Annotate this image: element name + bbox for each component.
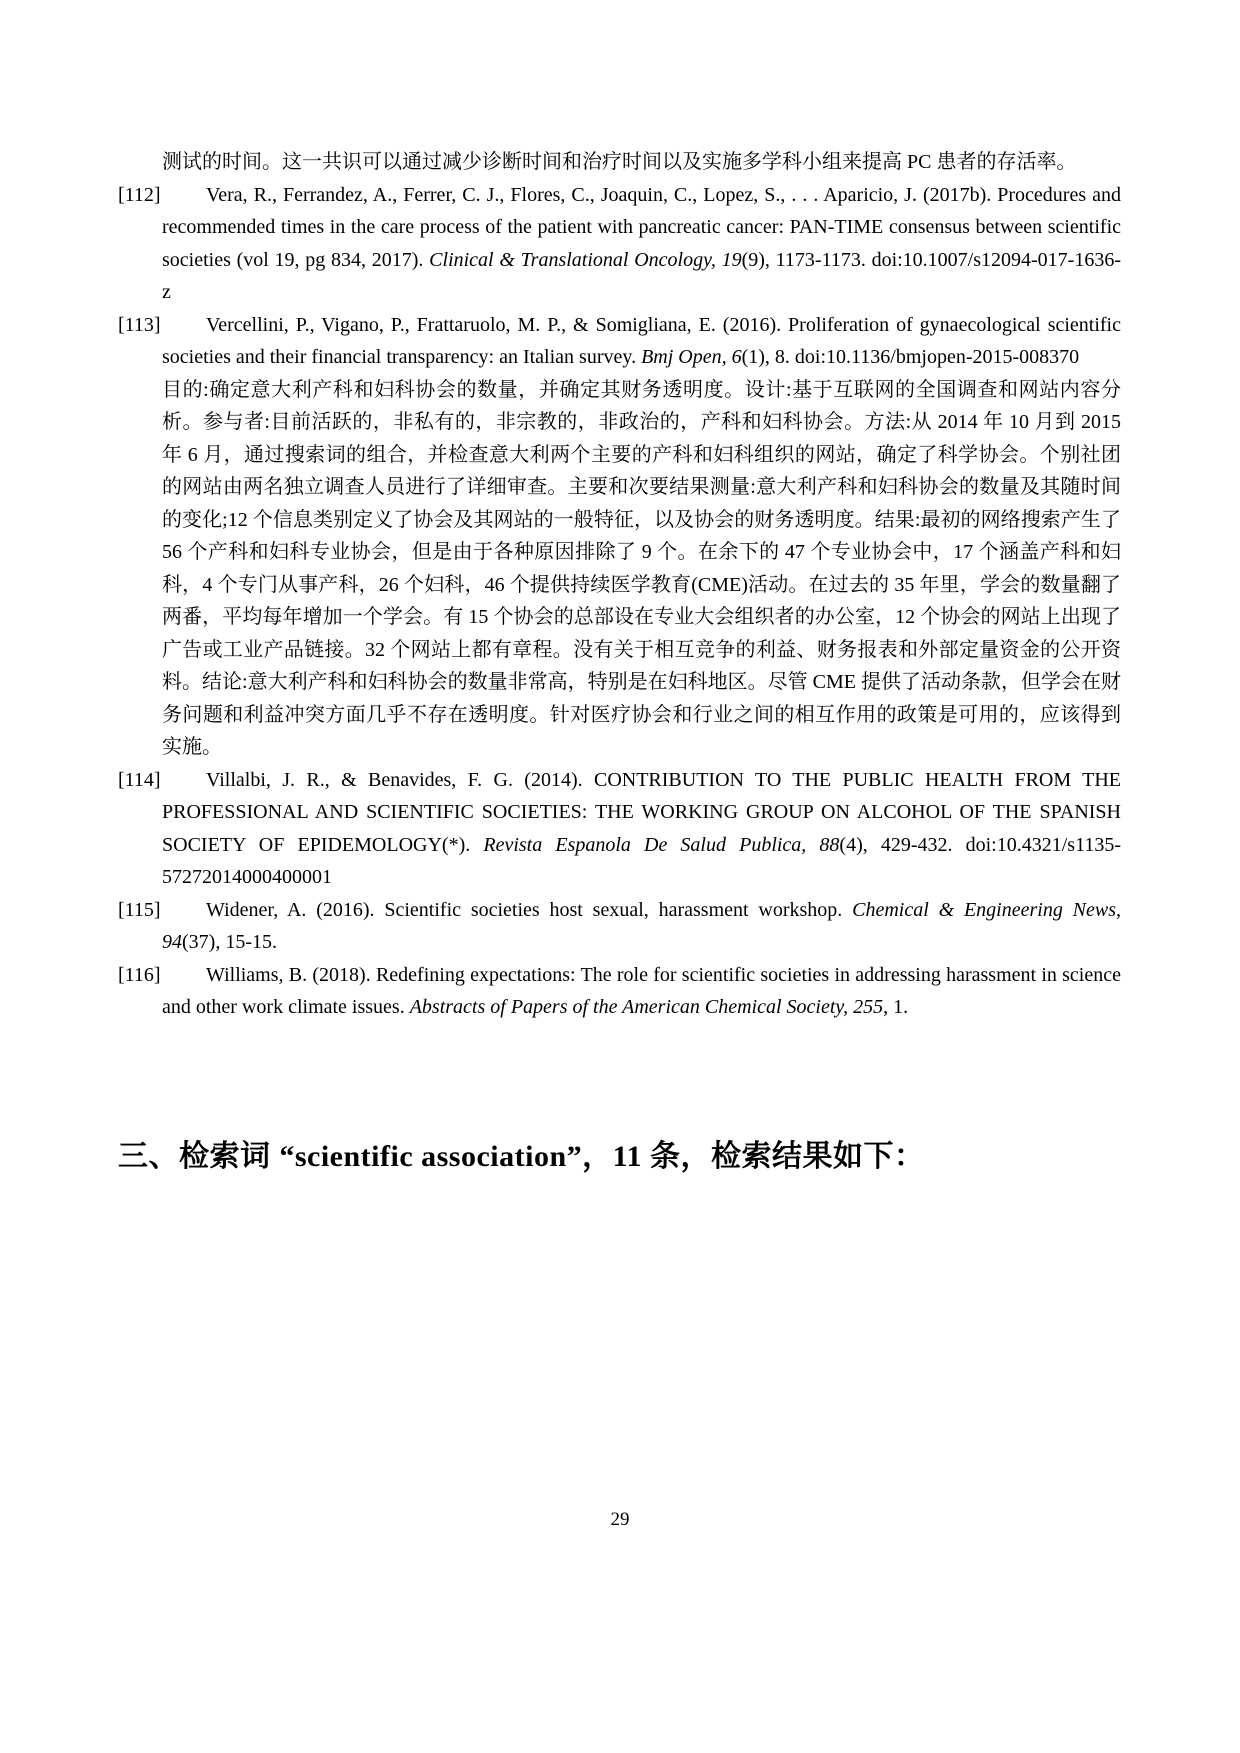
lead-paragraph-continuation: 测试的时间。这一共识可以通过减少诊断时间和治疗时间以及实施多学科小组来提高 PC 患者的存活率。 xyxy=(162,151,1077,173)
reference-113-chinese-abstract: 目的:确定意大利产科和妇科协会的数量，并确定其财务透明度。设计:基于互联网的全国调查和网站内容分析。参与者:目前活跃的，非私有的，非宗教的，非政治的，产科和妇科协会。方法:从 2014 年 10 月到 2015 年 6 月，通过搜索词的组合，并检查意大利两个主要的产科和妇科组织的网站，确定了科学协会。个别社团的网站由两名独立调查人员进行了详细审查。主要和次要结果测量:意大利产科和妇科协会的数量及其随时间的变化;12 个信息类别定义了协会及其网站的一般特征，以及协会的财务透明度。结果:最初的网络搜索产生了 56 个产科和妇科专业协会，但是由于各种原因排除了 9 个。在余下的 47 个专业协会中，17 个涵盖产科和妇科，4 个专门从事产科，26 个妇科，46 个提供持续医学教育(CME)活动。在过去的 35 年里，学会的数量翻了两番，平均每年增加一个学会。有 15 个协会的总部设在专业大会组织者的办公室，12 个协会的网站上出现了广告或工业产品链接。32 个网站上都有章程。没有关于相互竞争的利益、财务报表和外部定量资金的公开资料。结论:意大利产科和妇科协会的数量非常高，特别是在妇科地区。尽管 CME 提供了活动条款，但学会在财务问题和利益冲突方面几乎不存在透明度。针对医疗协会和行业之间的相互作用的政策是可用的，应该得到实施。 xyxy=(162,378,1121,758)
reference-label: [115] xyxy=(118,898,161,921)
references-section xyxy=(118,146,1121,1024)
reference-label: [112] xyxy=(118,183,161,206)
section-heading: 三、检索词 “scientific association”，11 条，检索结果如下： xyxy=(118,1140,925,1173)
reference-label: [116] xyxy=(118,963,161,986)
reference-text: Vera, R., Ferrandez, A., Ferrer, C. J., Flores, C., Joaquin, C., Lopez, S., . . . Aparicio, J. (2017b). Procedures and recommended times in the care process of the patient with pancreatic cancer: PAN-TIME consensus between scientific societies (vol 19, pg 834, 2017). Clinical & Translational Oncology, 19(9), 1173-1173. doi:10.1007/s12094-017-1636-z xyxy=(162,183,1121,303)
reference-116 xyxy=(118,959,1121,1024)
reference-114 xyxy=(118,764,1121,894)
reference-115 xyxy=(118,894,1121,959)
reference-text: Villalbi, J. R., & Benavides, F. G. (2014). CONTRIBUTION TO THE PUBLIC HEALTH FROM THE PROFESSIONAL AND SCIENTIFIC SOCIETIES: THE WORKING GROUP ON ALCOHOL OF THE SPANISH SOCIETY OF EPIDEMOLOGY(*). Revista Espanola De Salud Publica, 88(4), 429-432. doi:10.4321/s1135-57272014000400001 xyxy=(162,768,1121,888)
reference-112 xyxy=(118,179,1121,309)
reference-text: Vercellini, P., Vigano, P., Frattaruolo, M. P., & Somigliana, E. (2016). Proliferation of gynaecological scientific societies and their financial transparency: an Italian survey. Bmj Open, 6(1), 8. doi:10.1136/bmjopen-2015-008370 xyxy=(162,313,1121,368)
reference-text: Williams, B. (2018). Redefining expectations: The role for scientific societies in addressing harassment in science and other work climate issues. Abstracts of Papers of the American Chemical Society, 255, 1. xyxy=(162,963,1121,1018)
reference-label: [113] xyxy=(118,313,161,336)
reference-113 xyxy=(118,309,1121,374)
reference-label: [114] xyxy=(118,768,161,791)
reference-text: Widener, A. (2016). Scientific societies host sexual, harassment workshop. Chemical & Engineering News, 94(37), 15-15. xyxy=(162,898,1121,953)
page-number: 29 xyxy=(610,1509,630,1530)
